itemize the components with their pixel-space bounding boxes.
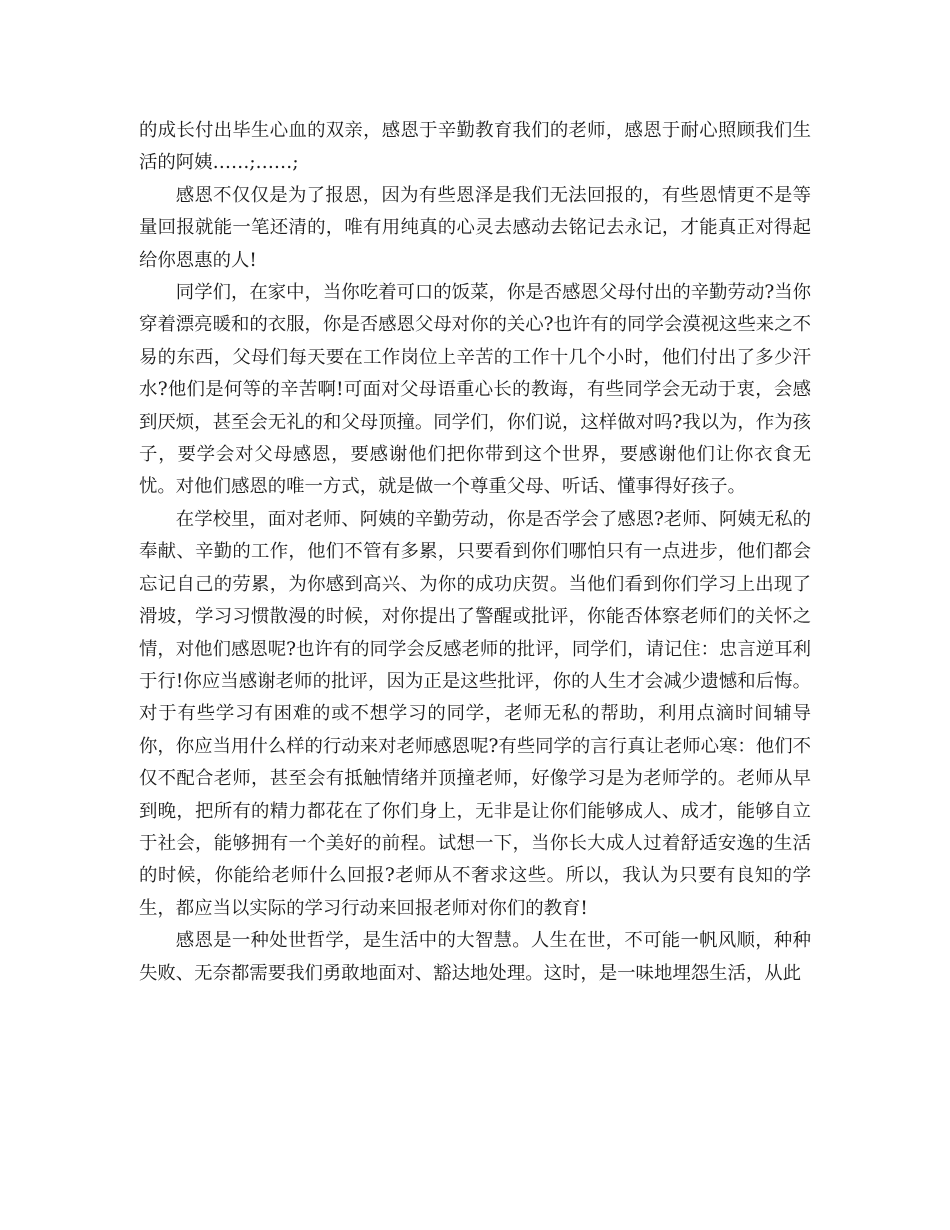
paragraph-parents: 同学们，在家中，当你吃着可口的饭菜，你是否感恩父母付出的辛勤劳动?当你穿着漂亮暖和的衣服，你是否感恩父母对你的关心?也许有的同学会漠视这些来之不易的东西，父母们每天要在工作岗位上辛苦的工作十几个小时，他们付出了多少汗水?他们是何等的辛苦啊!可面对父母语重心长的教诲，有些同学会无动于衷，会感到厌烦，甚至会无礼的和父母顶撞。同学们，你们说，这样做对吗?我以为，作为孩子，要学会对父母感恩，要感谢他们把你带到这个世界，要感谢他们让你衣食无忧。对他们感恩的唯一方式，就是做一个尊重父母、听话、懂事得好孩子。	[139, 282, 811, 498]
paragraph-gratitude-meaning: 感恩不仅仅是为了报恩，因为有些恩泽是我们无法回报的，有些恩情更不是等量回报就能一笔还清的，唯有用纯真的心灵去感动去铭记去永记，才能真正对得起给你恩惠的人!	[139, 184, 811, 271]
paragraph-life-philosophy: 感恩是一种处世哲学，是生活中的大智慧。人生在世，不可能一帆风顺，种种失败、无奈都需要我们勇敢地面对、豁达地处理。这时，是一味地埋怨生活，从此	[139, 930, 811, 984]
paragraph-teachers: 在学校里，面对老师、阿姨的辛勤劳动，你是否学会了感恩?老师、阿姨无私的奉献、辛勤的工作，他们不管有多累，只要看到你们哪怕只有一点进步，他们都会忘记自己的劳累，为你感到高兴、为你的成功庆贺。当他们看到你们学习上出现了滑坡，学习习惯散漫的时候，对你提出了警醒或批评，你能否体察老师们的关怀之情，对他们感恩呢?也许有的同学会反感老师的批评，同学们，请记住：忠言逆耳利于行!你应当感谢老师的批评，因为正是这些批评，你的人生才会减少遗憾和后悔。对于有些学习有困难的或不想学习的同学，老师无私的帮助，利用点滴时间辅导你，你应当用什么样的行动来对老师感恩呢?有些同学的言行真让老师心寒：他们不仅不配合老师，甚至会有抵触情绪并顶撞老师，好像学习是为老师学的。老师从早到晚，把所有的精力都花在了你们身上，无非是让你们能够成人、成才，能够自立于社会，能够拥有一个美好的前程。试想一下，当你长大成人过着舒适安逸的生活的时候，你能给老师什么回报?老师从不奢求这些。所以，我认为只要有良知的学生，都应当以实际的学习行动来回报老师对你们的教育!	[139, 508, 811, 919]
paragraph-continuation: 的成长付出毕生心血的双亲，感恩于辛勤教育我们的老师，感恩于耐心照顾我们生活的阿姨……;……;	[139, 120, 811, 174]
document-body	[139, 115, 811, 990]
